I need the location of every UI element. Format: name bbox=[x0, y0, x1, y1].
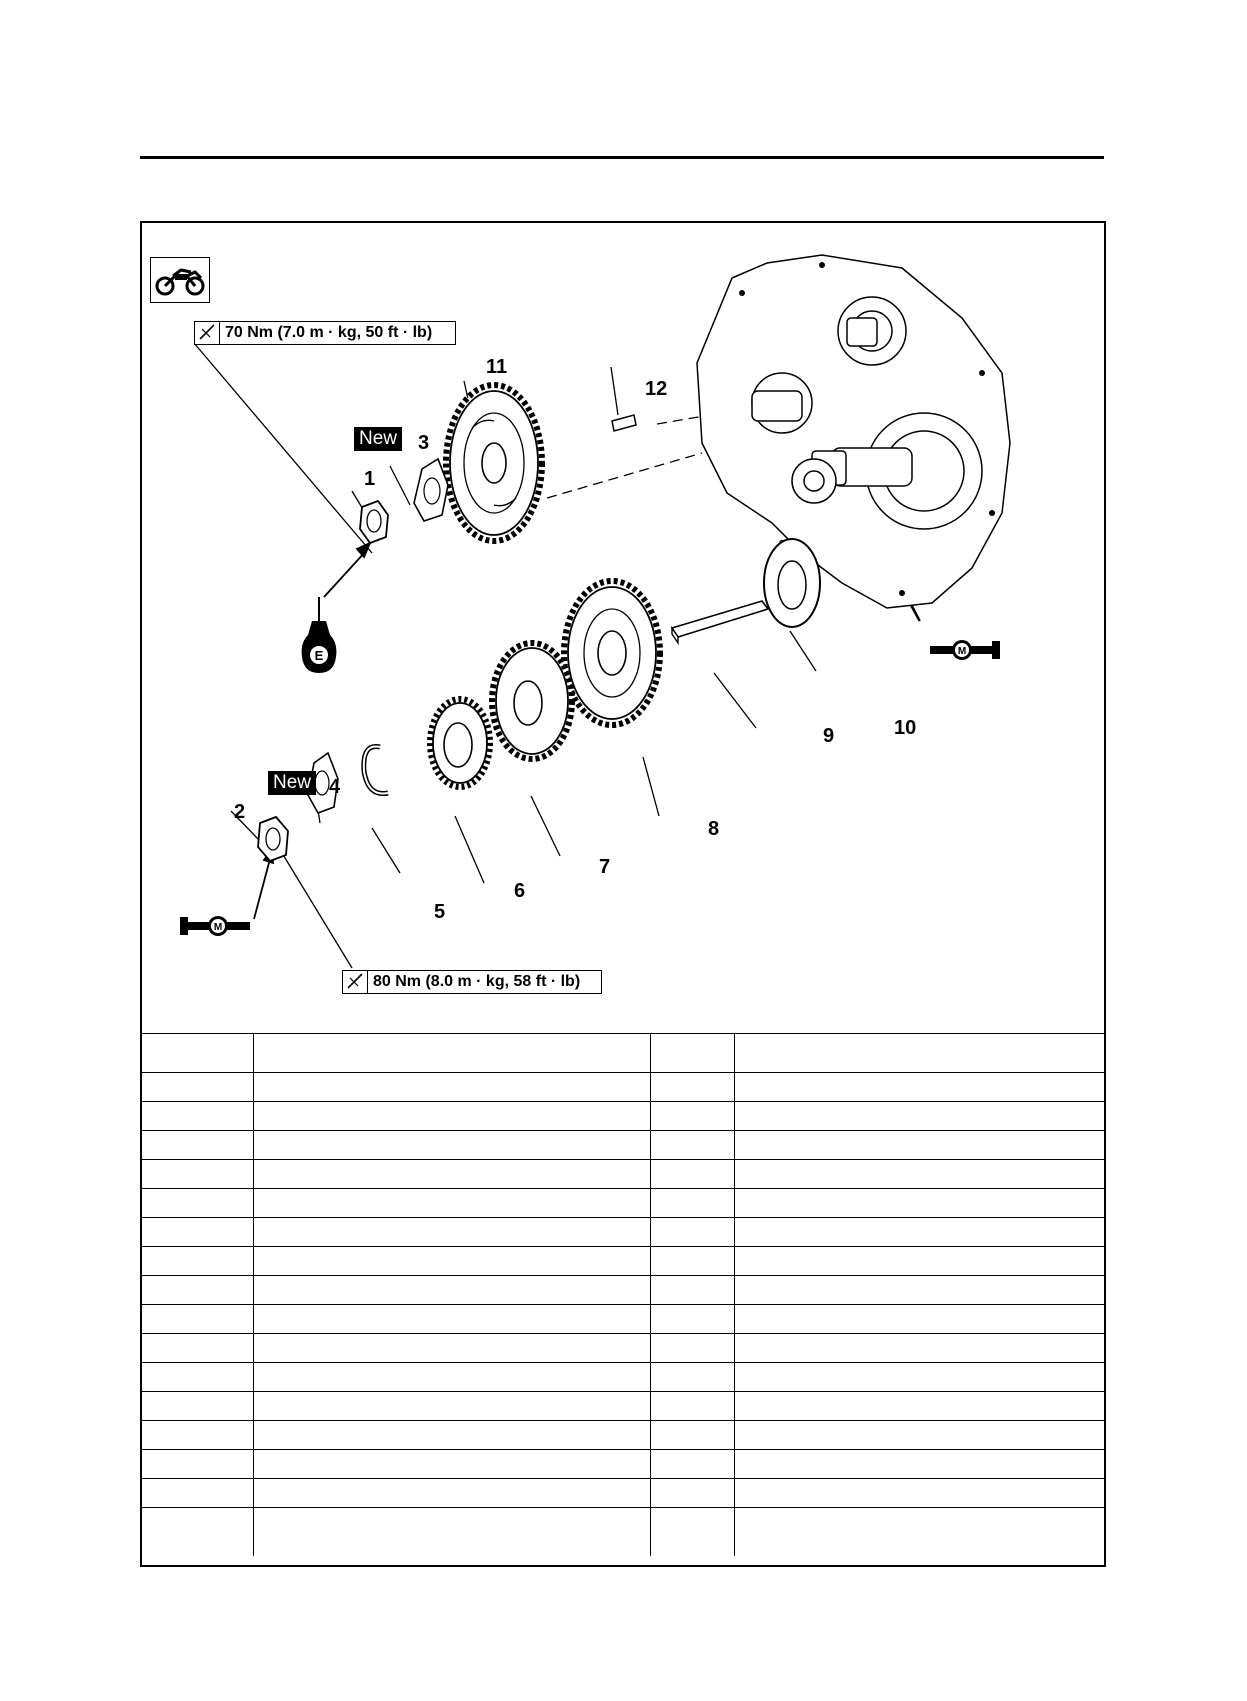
table-row bbox=[142, 1160, 1104, 1189]
torque-spec-upper bbox=[194, 321, 456, 345]
callout-11: 11 bbox=[486, 356, 508, 378]
callout-12: 12 bbox=[645, 378, 668, 400]
engine-oil-icon bbox=[294, 595, 344, 677]
table-row bbox=[142, 1189, 1104, 1218]
molybdenum-grease-icon bbox=[178, 913, 258, 939]
new-part-badge-4: New bbox=[268, 771, 316, 795]
molybdenum-grease-icon bbox=[922, 637, 1002, 663]
callout-6: 6 bbox=[514, 880, 526, 902]
table-row bbox=[142, 1247, 1104, 1276]
table-row bbox=[142, 1392, 1104, 1421]
torque-spec-lower bbox=[342, 970, 602, 994]
table-header-row bbox=[142, 1034, 1104, 1073]
callout-9: 9 bbox=[823, 725, 835, 747]
torque-wrench-icon bbox=[345, 971, 368, 993]
table-row bbox=[142, 1334, 1104, 1363]
table-row bbox=[142, 1363, 1104, 1392]
exploded-diagram bbox=[142, 223, 1104, 1033]
table-row bbox=[142, 1450, 1104, 1479]
callout-8: 8 bbox=[708, 818, 720, 840]
callout-5: 5 bbox=[434, 901, 446, 923]
table-row bbox=[142, 1073, 1104, 1102]
new-part-badge-3: New bbox=[354, 427, 402, 451]
table-row bbox=[142, 1305, 1104, 1334]
table-row bbox=[142, 1508, 1104, 1557]
callout-10: 10 bbox=[894, 717, 917, 739]
torque-value-upper: 70 Nm (7.0 m · kg, 50 ft · lb) bbox=[225, 324, 433, 341]
table-row bbox=[142, 1131, 1104, 1160]
parts-table bbox=[142, 1033, 1104, 1556]
torque-wrench-icon bbox=[197, 322, 220, 344]
oil-icon-letter: E bbox=[314, 648, 324, 663]
callout-3: 3 bbox=[418, 432, 430, 454]
header-rule bbox=[140, 156, 1104, 159]
torque-value-lower: 80 Nm (8.0 m · kg, 58 ft · lb) bbox=[373, 973, 581, 990]
callout-4: 4 bbox=[329, 776, 341, 798]
table-row bbox=[142, 1102, 1104, 1131]
exploded-view-frame bbox=[140, 221, 1106, 1567]
callout-2: 2 bbox=[234, 801, 246, 823]
callout-1: 1 bbox=[364, 468, 376, 490]
callout-7: 7 bbox=[599, 856, 611, 878]
table-row bbox=[142, 1479, 1104, 1508]
table-row bbox=[142, 1276, 1104, 1305]
table-row bbox=[142, 1421, 1104, 1450]
moly-icon-letter-upper: M bbox=[957, 646, 967, 657]
moly-icon-letter-lower: M bbox=[213, 922, 223, 933]
table-row bbox=[142, 1218, 1104, 1247]
